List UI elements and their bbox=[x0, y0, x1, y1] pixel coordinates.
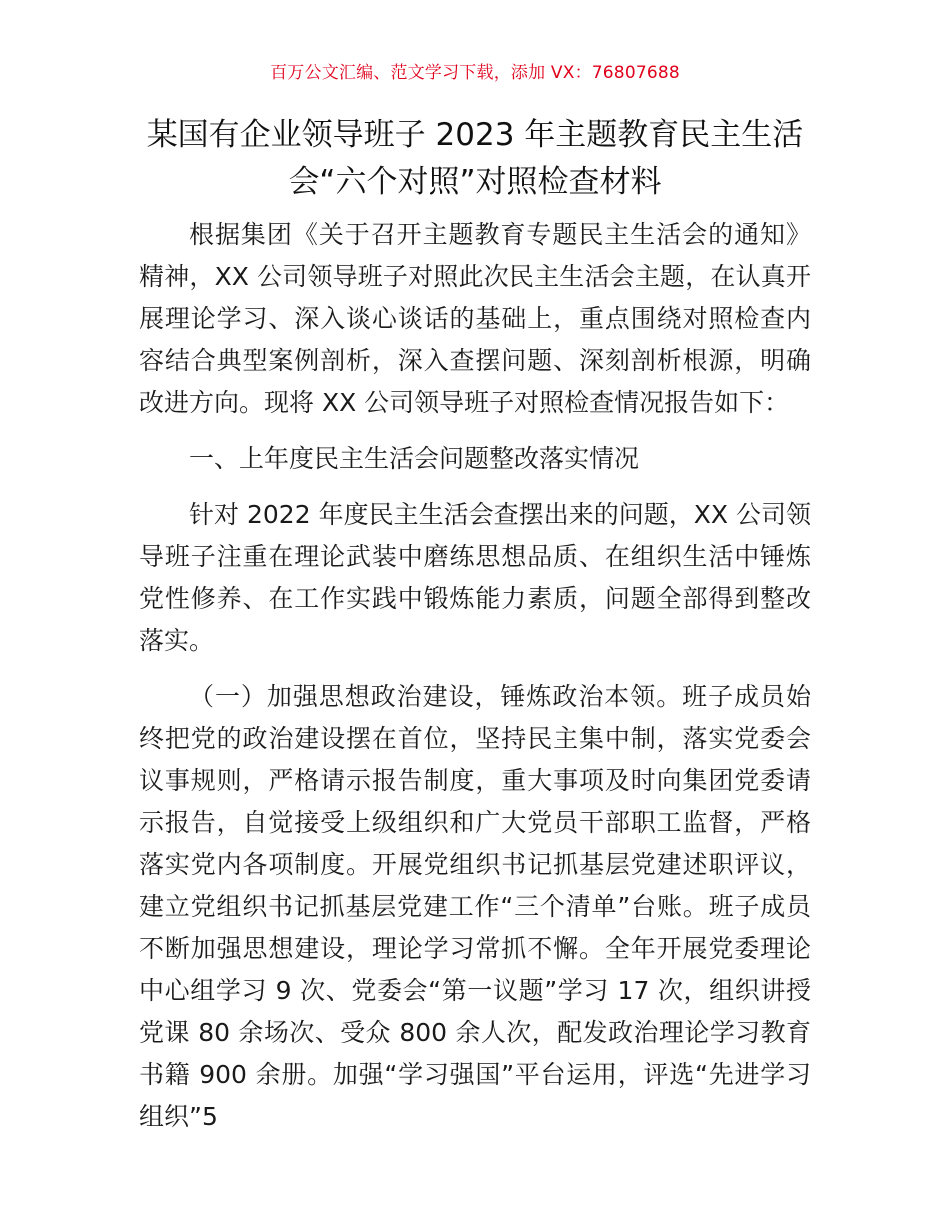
document-title: 某国有企业领导班子 2023 年主题教育民主生活会“六个对照”对照检查材料 bbox=[146, 117, 804, 200]
document-body bbox=[139, 214, 811, 1138]
summary-paragraph: 针对 2022 年度民主生活会查摆出来的问题，XX 公司领导班子注重在理论武装中磨练思想品质、在组织生活中锤炼党性修养、在工作实践中锻炼能力素质，问题全部得到整改落实。 bbox=[139, 500, 811, 655]
section-heading: 一、上年度民主生活会问题整改落实情况 bbox=[189, 444, 640, 473]
subsection-paragraph: （一）加强思想政治建设，锤炼政治本领。班子成员始终把党的政治建设摆在首位，坚持民主集中制，落实党委会议事规则，严格请示报告制度，重大事项及时向集团党委请示报告，自觉接受上级组织和广大党员干部职工监督，严格落实党内各项制度。开展党组织书记抓基层党建述职评议，建立党组织书记抓基层党建工作“三个清单”台账。班子成员不断加强思想建设，理论学习常抓不懈。全年开展党委理论中心组学习 9 次、党委会“第一议题”学习 17 次，组织讲授党课 80 余场次、受众 800 余人次，配发政治理论学习教育书籍 900 余册。加强“学习强国”平台运用，评选“先进学习组织”5 bbox=[139, 682, 811, 1131]
watermark-header: 百万公文汇编、范文学习下载，添加 VX：76807688 bbox=[270, 63, 680, 83]
intro-paragraph: 根据集团《关于召开主题教育专题民主生活会的通知》精神，XX 公司领导班子对照此次民主生活会主题，在认真开展理论学习、深入谈心谈话的基础上，重点围绕对照检查内容结合典型案例剖析，深入查摆问题、深刻剖析根源，明确改进方向。现将 XX 公司领导班子对照检查情况报告如下： bbox=[139, 220, 811, 417]
